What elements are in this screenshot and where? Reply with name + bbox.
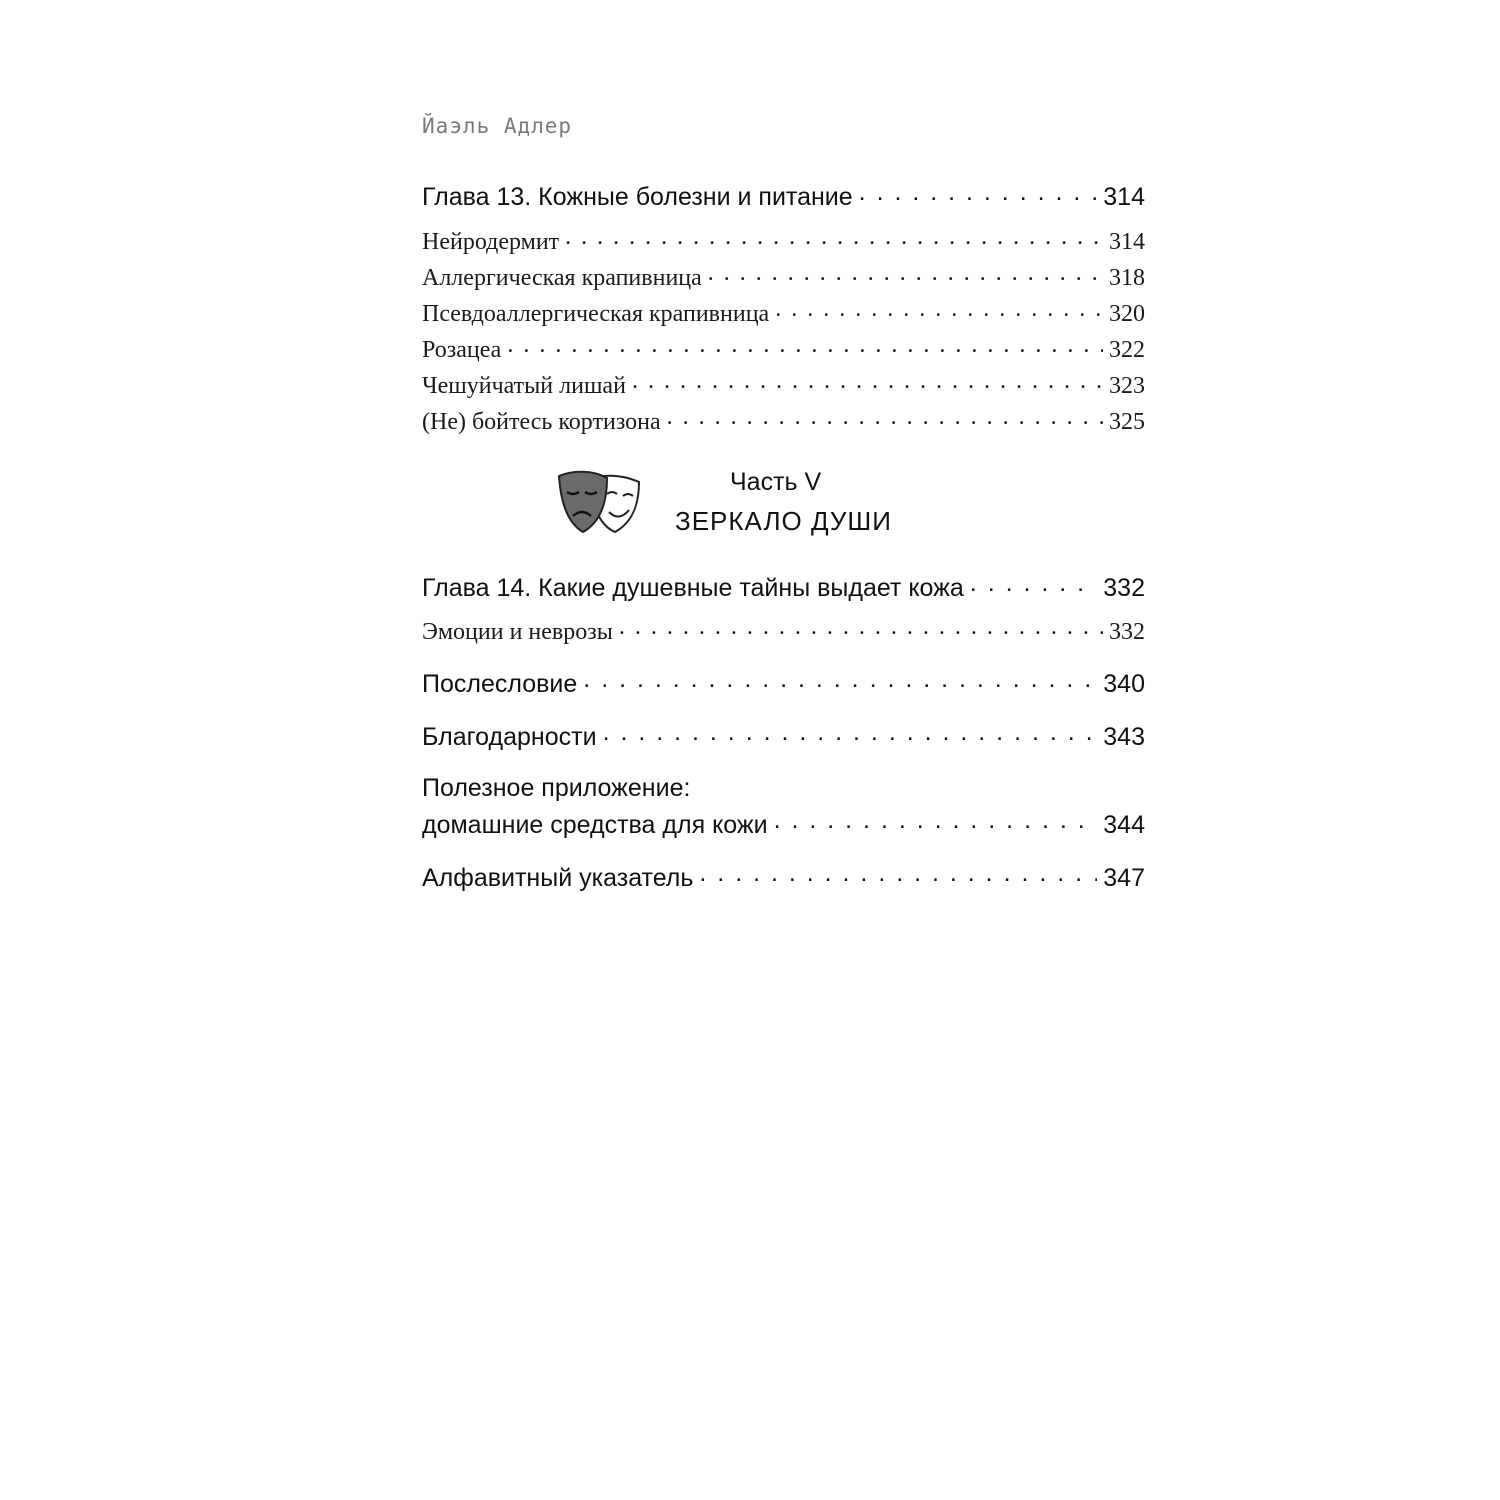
toc-item-title: Розацеа (422, 337, 502, 363)
toc-page-number: 322 (1109, 337, 1145, 363)
toc-page-number: 343 (1103, 723, 1145, 751)
part-title: ЗЕРКАЛО ДУШИ (675, 506, 892, 536)
dot-leader (632, 369, 1103, 393)
toc-page-number: 347 (1103, 864, 1145, 892)
toc-chapter-13 (422, 180, 1145, 212)
toc-item (422, 225, 1145, 256)
toc-entry-title: Алфавитный указатель (422, 864, 694, 892)
toc-appendix-line-1: Полезное приложение: (422, 774, 691, 802)
toc-page-number: 325 (1109, 409, 1145, 435)
toc-page-number: 332 (1109, 619, 1145, 645)
toc-page-number: 320 (1109, 301, 1145, 327)
dot-leader (775, 297, 1103, 321)
part-label: Часть V (730, 468, 822, 496)
dot-leader (708, 261, 1103, 285)
toc-item (422, 261, 1145, 292)
toc-page-number: 314 (1103, 183, 1145, 211)
dot-leader (583, 667, 1097, 692)
toc-page-number: 323 (1109, 373, 1145, 399)
toc-appendix (422, 808, 1145, 840)
dot-leader (619, 615, 1103, 639)
dot-leader (970, 571, 1097, 596)
toc-page-number: 332 (1103, 574, 1145, 602)
toc-item-title: Чешуйчатый лишай (422, 373, 626, 399)
toc-item-title: Нейродермит (422, 229, 560, 255)
toc-index (422, 861, 1145, 893)
toc-page-number: 318 (1109, 265, 1145, 291)
dot-leader (774, 808, 1098, 833)
dot-leader (603, 720, 1098, 745)
toc-page-number: 344 (1103, 811, 1145, 839)
toc-item-title: Аллергическая крапивница (422, 265, 702, 291)
toc-item (422, 405, 1145, 436)
dot-leader (859, 180, 1098, 205)
theater-masks-icon (555, 470, 643, 536)
toc-item-title: (Не) бойтесь кортизона (422, 409, 661, 435)
toc-entry-title: Послесловие (422, 670, 578, 698)
toc-chapter-title: Глава 14. Какие душевные тайны выдает кожа (422, 574, 964, 602)
toc-page-number: 314 (1109, 229, 1145, 255)
toc-chapter-title: Глава 13. Кожные болезни и питание (422, 183, 853, 211)
toc-chapter-14 (422, 571, 1145, 603)
toc-afterword (422, 667, 1145, 699)
toc-item (422, 297, 1145, 328)
toc-page-number: 340 (1103, 670, 1145, 698)
toc-item (422, 333, 1145, 364)
toc-item (422, 369, 1145, 400)
running-head-author: Йаэль Адлер (422, 114, 573, 138)
toc-item (422, 615, 1145, 646)
toc-acknowledgements (422, 720, 1145, 752)
dot-leader (699, 861, 1097, 886)
dot-leader (667, 405, 1103, 429)
part-5-header (555, 466, 935, 546)
toc-entry-title: домашние средства для кожи (422, 811, 768, 839)
toc-item-title: Эмоции и неврозы (422, 619, 613, 645)
dot-leader (507, 333, 1103, 357)
toc-entry-title: Благодарности (422, 723, 597, 751)
toc-item-title: Псевдоаллергическая крапивница (422, 301, 770, 327)
dot-leader (565, 225, 1103, 249)
